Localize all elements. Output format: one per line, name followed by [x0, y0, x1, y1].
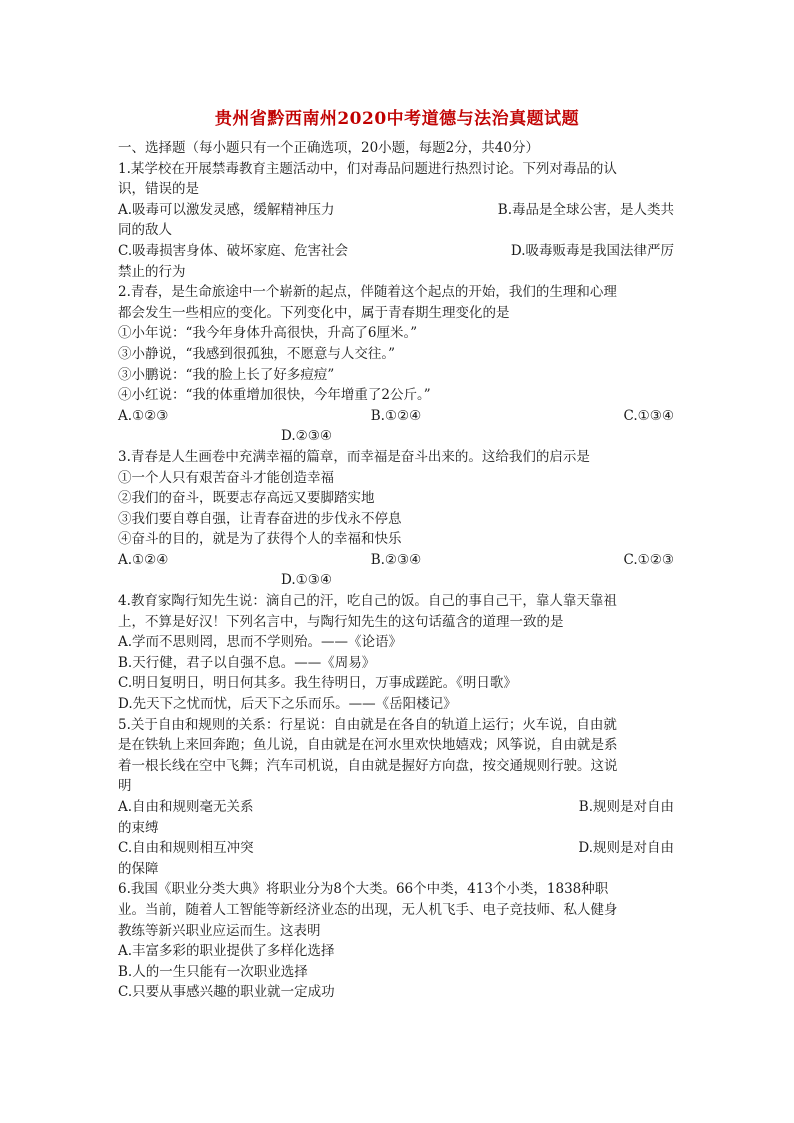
- question-stem: 业。当前，随着人工智能等新经济业态的出现，无人机飞手、电子竞技师、私人健身: [118, 901, 618, 918]
- question-stem: 是在铁轨上来回奔跑；鱼儿说，自由就是在河水里欢快地嬉戏；风筝说，自由就是系: [118, 737, 618, 754]
- question-3: [118, 447, 674, 591]
- question-1: [118, 159, 674, 283]
- question-5: [118, 715, 674, 880]
- question-stem: 都会发生一些相应的变化。下列变化中，属于青春期生理变化的是: [118, 304, 510, 321]
- option-row: [118, 797, 674, 818]
- statement: ④小红说：“我的体重增加很快，今年增重了2公斤。”: [118, 387, 431, 404]
- option-c: C.只要从事感兴趣的职业就一定成功: [118, 984, 335, 1001]
- option-b-continued: 同的敌人: [118, 222, 172, 239]
- option-a: A.①②④: [118, 551, 169, 568]
- option-d: D.规则是对自由: [578, 840, 674, 857]
- question-stem: 上，不算是好汉！下列名言中，与陶行知先生的这句话蕴含的道理一致的是: [118, 613, 564, 630]
- question-stem: 6.我国《职业分类大典》将职业分为8个大类。66个中类，413个小类，1838种职: [118, 881, 609, 898]
- option-row: [118, 241, 674, 262]
- statement: ②我们的奋斗，既要志存高远又要脚踏实地: [118, 490, 375, 507]
- question-stem: 3.青春是人生画卷中充满幸福的篇章，而幸福是奋斗出来的。这给我们的启示是: [118, 448, 590, 465]
- question-6: [118, 879, 674, 1003]
- question-stem: 1.某学校在开展禁毒教育主题活动中，们对毒品问题进行热烈讨论。下列对毒品的认: [118, 160, 617, 177]
- option-b: B.人的一生只能有一次职业选择: [118, 963, 308, 980]
- option-d-continued: 禁止的行为: [118, 263, 186, 280]
- option-c: C.自由和规则相互冲突: [118, 840, 254, 857]
- option-b: B.规则是对自由: [578, 799, 674, 815]
- option-a: A.丰富多彩的职业提供了多样化选择: [118, 943, 335, 960]
- question-stem: 识，错误的是: [118, 181, 199, 198]
- statement: ③我们要自尊自强，让青春奋进的步伐永不停息: [118, 510, 402, 527]
- option-a: A.吸毒可以激发灵感，缓解精神压力: [118, 201, 335, 218]
- option-a: A.自由和规则毫无关系: [118, 799, 254, 815]
- option-d: D.①③④: [281, 572, 332, 589]
- option-d-continued: 的保障: [118, 860, 159, 877]
- option-row: [118, 550, 674, 571]
- page-title: 贵州省黔西南州2020中考道德与法治真题试题: [214, 109, 580, 129]
- option-row: [118, 406, 674, 427]
- option-c: C.①③④: [623, 407, 674, 424]
- option-b: B.毒品是全球公害，是人类共: [497, 201, 674, 218]
- option-row: [118, 200, 674, 221]
- question-stem: 2.青春，是生命旅途中一个崭新的起点，伴随着这个起点的开始，我们的生理和心理: [118, 284, 617, 301]
- option-a: A.①②③: [118, 407, 169, 424]
- option-c: C.吸毒损害身体、破坏家庭、危害社会: [118, 242, 349, 259]
- statement: ①小年说：“我今年身体升高很快，升高了6厘米。”: [118, 325, 418, 342]
- option-c: C.①②③: [623, 551, 674, 568]
- question-stem: 着一根长线在空中飞舞；汽车司机说，自由就是握好方向盘，按交通规则行驶。这说: [118, 757, 618, 774]
- section-heading: 一、选择题（每小题只有一个正确选项，20小题，每题2分，共40分）: [118, 140, 539, 156]
- question-4: [118, 591, 674, 715]
- option-b: B.天行健，君子以自强不息。——《周易》: [118, 654, 376, 671]
- option-d: D.②③④: [281, 428, 332, 445]
- statement: ①一个人只有艰苦奋斗才能创造幸福: [118, 469, 334, 486]
- option-d: D.吸毒贩毒是我国法律严厉: [510, 242, 674, 259]
- option-d: D.先天下之忧而忧，后天下之乐而乐。——《岳阳楼记》: [118, 696, 457, 713]
- question-stem: 教练等新兴职业应运而生。这表明: [118, 922, 321, 939]
- question-stem: 4.教育家陶行知先生说：滴自己的汗，吃自己的饭。自己的事自己干，靠人靠天靠祖: [118, 593, 617, 610]
- question-2: [118, 282, 674, 447]
- statement: ③小静说，“我感到很孤独，不愿意与人交往。”: [118, 345, 396, 362]
- option-b: B.①②④: [370, 407, 422, 424]
- option-b-continued: 的束缚: [118, 819, 159, 836]
- option-row: [118, 838, 674, 859]
- statement: ③小鹏说：“我的脸上长了好多痘痘”: [118, 366, 335, 383]
- question-stem: 5.关于自由和规则的关系：行星说：自由就是在各自的轨道上运行；火车说，自由就: [118, 716, 617, 733]
- statement: ④奋斗的目的，就是为了获得个人的幸福和快乐: [118, 531, 402, 548]
- document-body: [118, 138, 674, 1003]
- question-stem: 明: [118, 778, 132, 795]
- option-a: A.学而不思则罔，思而不学则殆。——《论语》: [118, 634, 403, 651]
- option-c: C.明日复明日，明日何其多。我生待明日，万事成蹉跎。《明日歌》: [118, 675, 517, 692]
- option-b: B.②③④: [370, 551, 422, 568]
